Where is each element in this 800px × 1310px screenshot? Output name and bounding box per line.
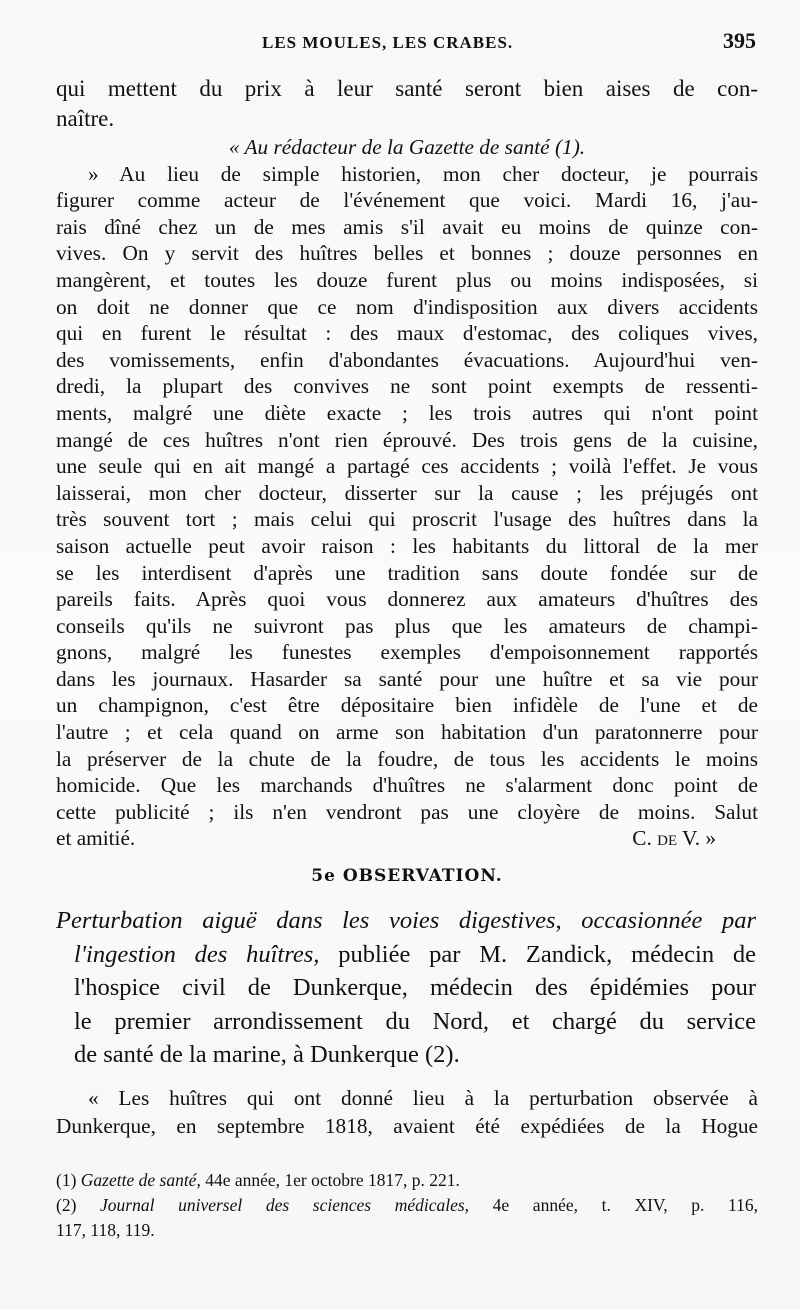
text-span: publiée par M. Zandick, médecin de — [319, 940, 756, 968]
text-line: qui mettent du prix à leur santé seront bien aises de con- — [56, 76, 758, 101]
footnote-number: (1) — [56, 1169, 81, 1190]
text-line: l'autre ; et cela quand on arme son habitation d'un paratonnerre pour — [56, 720, 758, 745]
text-line: le premier arrondissement du Nord, et chargé du service — [74, 1007, 756, 1035]
closing-line — [56, 825, 758, 852]
footnote-number: (2) — [56, 1194, 101, 1215]
text-line: rais dîné chez un de mes amis s'il avait eu moins de quinze con- — [56, 214, 758, 239]
text-line: mangé de ces huîtres n'ont rien éprouvé. Des trois gens de la cuisine, — [56, 427, 758, 452]
running-header — [56, 28, 758, 74]
text-line: qui en furent le résultat : des maux d'estomac, des coliques vives, — [56, 321, 758, 346]
footnote-source: Journal universel des sciences médicales, — [100, 1194, 470, 1215]
body-text — [56, 74, 758, 852]
text-line: homicide. Que les marchands d'huîtres ne s'alarment donc point de — [56, 773, 758, 798]
text-line: un champignon, c'est être dépositaire bien infidèle de l'une et de — [56, 693, 758, 718]
footnote-2-continued: 117, 118, 119. — [56, 1219, 155, 1240]
quote-paragraph — [56, 1084, 758, 1140]
observation-description — [56, 904, 758, 1072]
text-line: la préserver de la chute de la foudre, de tous les accidents le moins — [56, 746, 758, 771]
text-line: figurer comme acteur de l'événement que voici. Mardi 16, j'au- — [56, 188, 758, 213]
text-line: dredi, la plupart des convives ne sont point exempts de ressenti- — [56, 374, 758, 399]
page-number: 395 — [723, 28, 756, 53]
footnote-detail: 44e année, 1er octobre 1817, p. 221. — [200, 1169, 460, 1190]
text-line: l'hospice civil de Dunkerque, médecin des épidémies pour — [74, 974, 756, 1002]
text-line: conseils qu'ils ne suivront pas plus que les amateurs de champi- — [56, 613, 758, 638]
text-line: pareils faits. Après quoi vous donnerez aux amateurs d'huîtres des — [56, 587, 758, 612]
footnote-2 — [56, 1193, 758, 1218]
footnote-detail: 4e année, t. XIV, p. 116, — [469, 1194, 758, 1215]
letter-body — [56, 161, 758, 852]
text-line: vives. On y servit des huîtres belles et bonnes ; douze personnes en — [56, 241, 758, 266]
text-line: naître. — [56, 106, 115, 131]
text-line: mangèrent, et toutes les douze furent plus ou moins indisposées, si — [56, 267, 758, 292]
text-line: « Les huîtres qui ont donné lieu à la perturbation observée à — [88, 1085, 758, 1110]
text-line — [56, 938, 756, 972]
footnote-1 — [56, 1168, 758, 1193]
text-line: saison actuelle peut avoir raison : les habitants du littoral de la mer — [56, 533, 758, 558]
text-line: Dunkerque, en septembre 1818, avaient été expédiées de la Hogue — [56, 1113, 758, 1138]
text-line: se les interdisent d'après une tradition sans doute fondée sur de — [56, 560, 758, 585]
text-line: de santé de la marine, à Dunkerque (2). — [74, 1041, 460, 1069]
text-line: une seule qui en ait mangé a partagé ces accidents ; voilà l'effet. Je vous — [56, 454, 758, 479]
footnote-source: Gazette de santé, — [80, 1169, 201, 1190]
text-line: laisserai, mon cher docteur, disserter sur la cause ; les préjugés ont — [56, 480, 758, 505]
signature: C. de V. » — [632, 826, 716, 851]
footnote-separator — [56, 1140, 758, 1158]
text-line: dans les journaux. Hasarder sa santé pour une huître et sa vie pour — [56, 666, 758, 691]
letter-heading: « Au rédacteur de la Gazette de santé (1). — [228, 135, 586, 159]
text-line: gnons, malgré les funestes exemples d'empoisonnement rapportés — [56, 640, 758, 665]
footnotes — [56, 1168, 758, 1243]
text-line: des vomissements, enfin d'abondantes évacuations. Aujourd'hui ven- — [56, 347, 758, 372]
text-line: cette publicité ; ils n'en vendront pas une cloyère de moins. Salut — [56, 799, 758, 824]
text-line: très souvent tort ; mais celui qui proscrit l'usage des huîtres dans la — [56, 507, 758, 532]
text-line: Perturbation aiguë dans les voies digestives, occasionnée par — [56, 907, 756, 935]
text-line: ments, malgré une diète exacte ; les trois autres qui n'ont point — [56, 400, 758, 425]
observation-title: 5e OBSERVATION. — [311, 866, 503, 887]
closing-text: et amitié. — [56, 826, 136, 851]
running-title: LES MOULES, LES CRABES. — [262, 33, 514, 52]
text-line: on doit ne donner que ce nom d'indisposition aux divers accidents — [56, 294, 758, 319]
text-italic: l'ingestion des huîtres, — [74, 940, 320, 968]
text-line: » Au lieu de simple historien, mon cher docteur, je pourrais — [88, 161, 758, 186]
